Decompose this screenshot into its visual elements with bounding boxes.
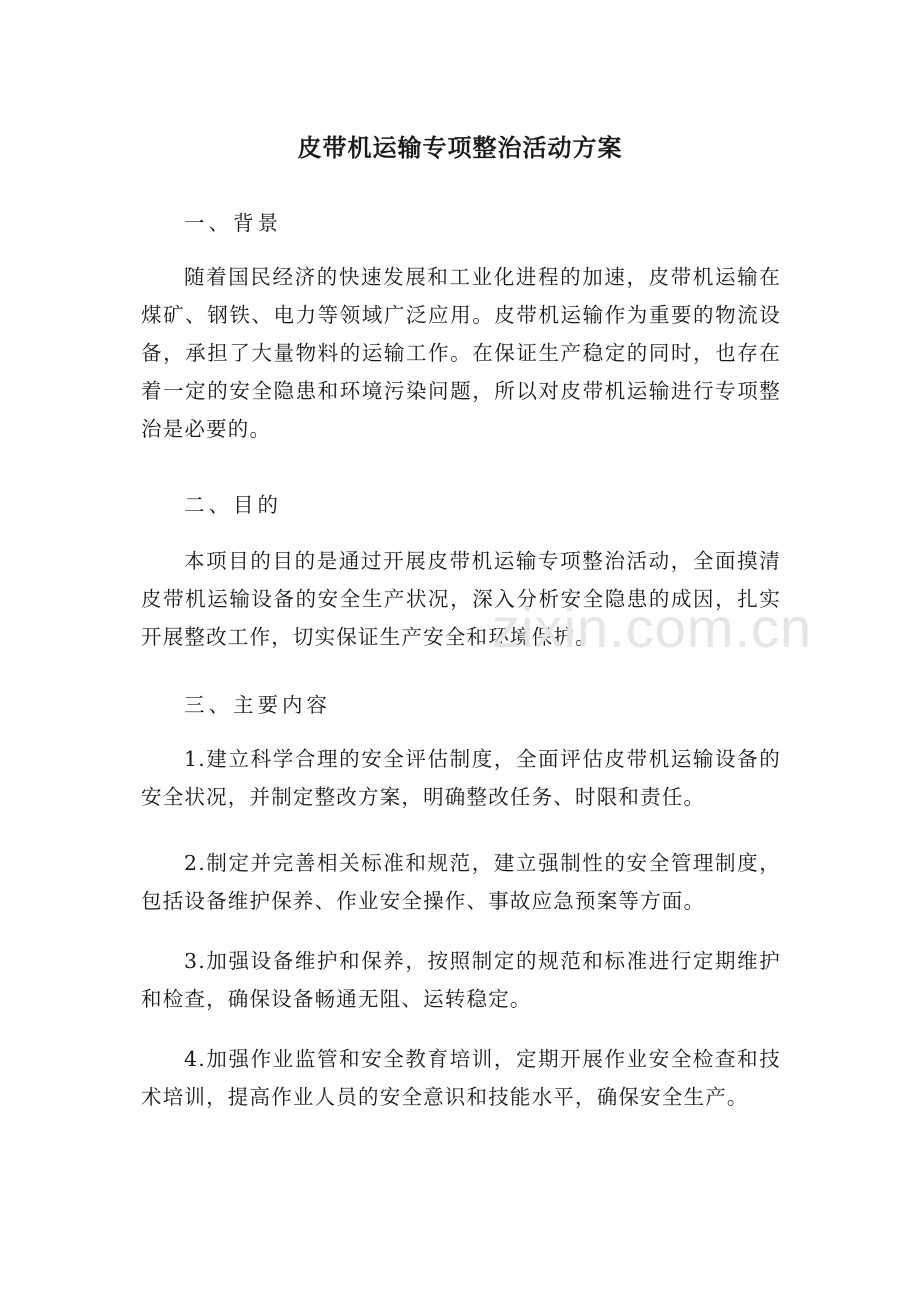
section-heading-background: 一、背景 (184, 211, 282, 235)
list-item-1: 1.建立科学合理的安全评估制度，全面评估皮带机运输设备的安全状况，并制定整改方案，明确整改任务、时限和责任。 (141, 747, 781, 809)
section-heading-purpose: 二、目的 (184, 493, 282, 517)
watermark: zixin.com.cn (492, 596, 813, 659)
list-item-4: 4.加强作业监管和安全教育培训，定期开展作业安全检查和技术培训，提高作业人员的安全意识和技能水平，确保安全生产。 (141, 1047, 781, 1109)
paragraph-purpose: 本项目的目的是通过开展皮带机运输专项整治活动，全面摸清皮带机运输设备的安全生产状况，深入分析安全隐患的成因，扎实开展整改工作，切实保证生产安全和环境保护。 (141, 549, 781, 649)
list-item-2: 2.制定并完善相关标准和规范，建立强制性的安全管理制度，包括设备维护保养、作业安全操作、事故应急预案等方面。 (141, 851, 781, 913)
list-item-3: 3.加强设备维护和保养，按照制定的规范和标准进行定期维护和检查，确保设备畅通无阻、运转稳定。 (141, 949, 781, 1011)
paragraph-background: 随着国民经济的快速发展和工业化进程的加速，皮带机运输在煤矿、钢铁、电力等领域广泛应用。皮带机运输作为重要的物流设备，承担了大量物料的运输工作。在保证生产稳定的同时，也存在着一定的安全隐患和环境污染问题，所以对皮带机运输进行专项整治是必要的。 (141, 265, 781, 441)
document-title: 皮带机运输专项整治活动方案 (297, 134, 623, 162)
section-heading-main-content: 三、主要内容 (184, 693, 331, 717)
